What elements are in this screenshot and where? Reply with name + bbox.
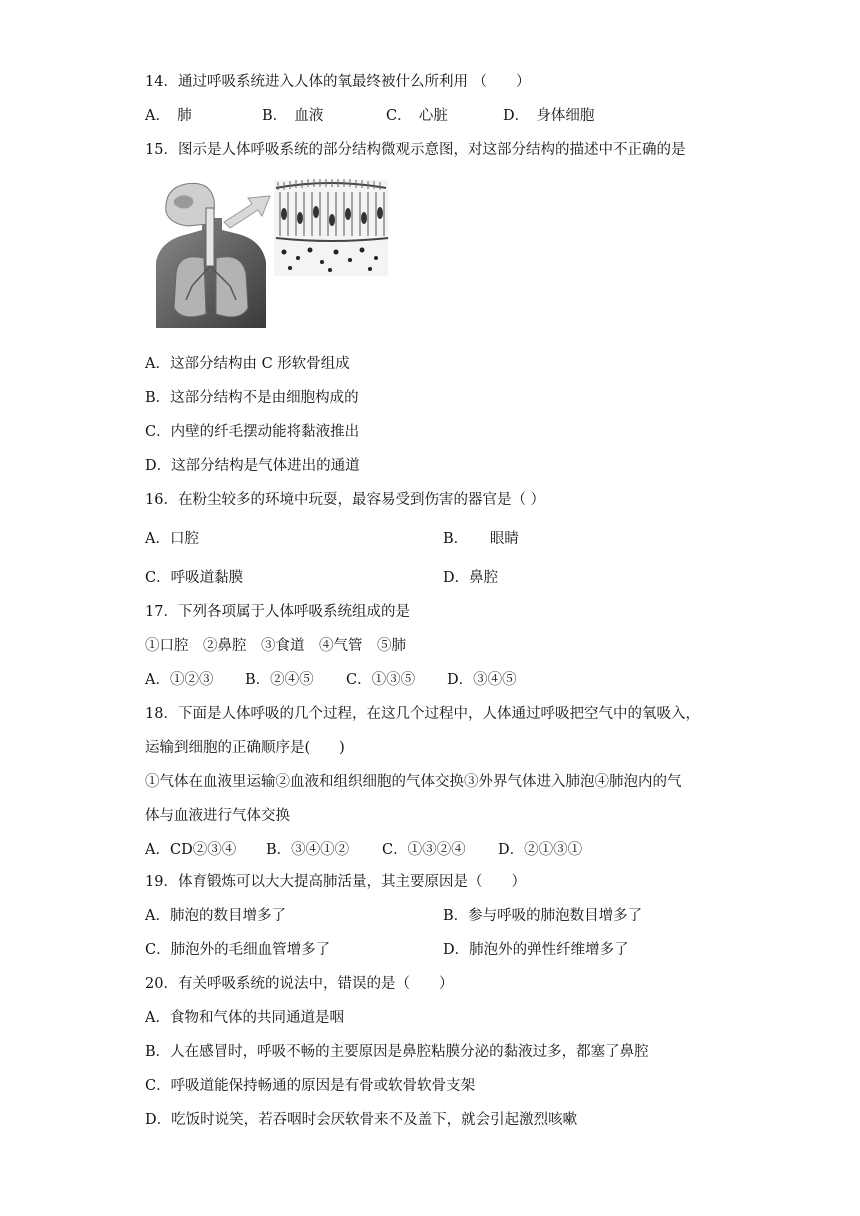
q20-option-b: B．人在感冒时，呼吸不畅的主要原因是鼻腔粘膜分泌的黏液过多，都塞了鼻腔 xyxy=(145,1044,649,1060)
q20-stem: 20．有关呼吸系统的说法中，错误的是（ ） xyxy=(145,976,454,992)
q17-stem: 17．下列各项属于人体呼吸系统组成的是 xyxy=(145,604,410,620)
q18-option-c: C．①③②④ xyxy=(382,842,466,858)
q19-option-a: A．肺泡的数目增多了 xyxy=(145,908,286,924)
q15-option-c: C．内壁的纤毛摆动能将黏液推出 xyxy=(145,424,360,440)
q18-option-a: A．CD②③④ xyxy=(145,842,237,858)
q18-items-line1: ①气体在血液里运输②血液和组织细胞的气体交换③外界气体进入肺泡④肺泡内的气 xyxy=(145,774,682,790)
q19-option-c: C．肺泡外的毛细血管增多了 xyxy=(145,942,331,958)
q16-option-b: B． 眼睛 xyxy=(443,531,519,547)
q20-option-c: C．呼吸道能保持畅通的原因是有骨或软骨软骨支架 xyxy=(145,1078,476,1094)
q19-stem: 19．体育锻炼可以大大提高肺活量，其主要原因是（ ） xyxy=(145,874,526,890)
q14-option-b: B． 血液 xyxy=(262,108,324,124)
q15-option-b: B．这部分结构不是由细胞构成的 xyxy=(145,390,359,406)
q14-option-c: C． 心脏 xyxy=(386,108,448,124)
q14-option-d: D． 身体细胞 xyxy=(503,108,595,124)
q15-option-a: A．这部分结构由 C 形软骨组成 xyxy=(145,356,350,372)
q17-option-b: B．②④⑤ xyxy=(245,672,314,688)
right-lung-shape xyxy=(216,257,248,317)
q18-stem-line1: 18．下面是人体呼吸的几个过程，在这几个过程中，人体通过呼吸把空气中的氧吸入， xyxy=(145,706,700,722)
q17-items: ①口腔 ②鼻腔 ③食道 ④气管 ⑤肺 xyxy=(145,638,406,654)
q15-stem: 15．图示是人体呼吸系统的部分结构微观示意图，对这部分结构的描述中不正确的是 xyxy=(145,142,686,158)
q20-option-a: A．食物和气体的共同通道是咽 xyxy=(145,1010,344,1026)
q14-stem: 14．通过呼吸系统进入人体的氧最终被什么所利用 （ ） xyxy=(145,74,531,90)
q18-stem-line2: 运输到细胞的正确顺序是( ) xyxy=(145,740,345,756)
q18-option-b: B．③④①② xyxy=(266,842,350,858)
q16-option-d: D．鼻腔 xyxy=(443,570,499,586)
q19-option-b: B．参与呼吸的肺泡数目增多了 xyxy=(443,908,643,924)
q16-option-c: C．呼吸道黏膜 xyxy=(145,570,244,586)
q17-option-c: C．①③⑤ xyxy=(346,672,416,688)
q19-option-d: D．肺泡外的弹性纤维增多了 xyxy=(443,942,629,958)
q20-option-d: D．吃饭时说笑，若吞咽时会厌软骨来不及盖下，就会引起激烈咳嗽 xyxy=(145,1112,578,1128)
q18-items-line2: 体与血液进行气体交换 xyxy=(145,808,290,824)
epithelium-detail xyxy=(274,179,388,276)
left-lung-shape xyxy=(174,257,206,317)
q15-option-d: D．这部分结构是气体进出的通道 xyxy=(145,458,360,474)
arrow-icon xyxy=(224,196,270,228)
respiratory-diagram xyxy=(152,178,392,330)
q18-option-d: D．②①③① xyxy=(498,842,583,858)
respiratory-figure-svg xyxy=(152,178,392,330)
q16-option-a: A．口腔 xyxy=(145,531,199,547)
q14-option-a: A． 肺 xyxy=(145,108,192,124)
trachea-shape xyxy=(206,208,214,266)
q17-option-a: A．①②③ xyxy=(145,672,214,688)
q17-option-d: D．③④⑤ xyxy=(447,672,517,688)
q16-stem: 16．在粉尘较多的环境中玩耍，最容易受到伤害的器官是（ ） xyxy=(145,492,546,508)
